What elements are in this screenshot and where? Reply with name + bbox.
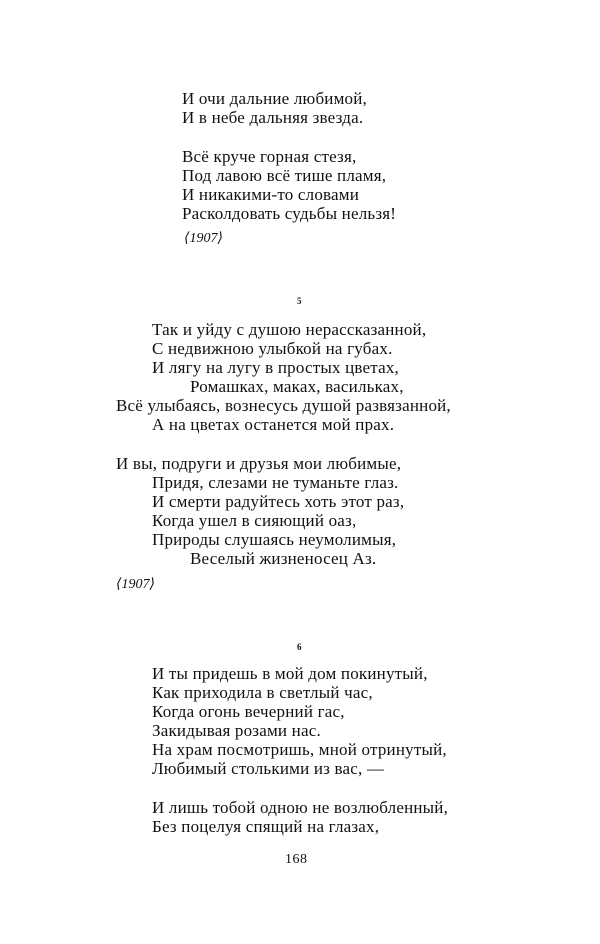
poem-number: 6 (297, 642, 302, 652)
poem-line: И очи дальние любимой, (182, 89, 367, 108)
poem-line: Веселый жизненосец Аз. (190, 549, 377, 568)
poem-line: Ромашках, маках, васильках, (190, 377, 404, 396)
poem-line: Когда огонь вечерний гас, (152, 702, 345, 721)
poem-line: Любимый столькими из вас, — (152, 759, 385, 778)
poem-date: ⟨1907⟩ (184, 231, 223, 246)
poem-line: А на цветах останется мой прах. (152, 415, 395, 434)
poem-line: И в небе дальняя звезда. (182, 108, 364, 127)
poem-line: И лишь тобой одною не возлюбленный, (152, 798, 449, 817)
poem-line: Придя, слезами не туманьте глаз. (152, 473, 399, 492)
poem-line: Природы слушаясь неумолимыя, (152, 530, 397, 549)
poem-line: Как приходила в светлый час, (152, 683, 373, 702)
poem-line: И лягу на лугу в простых цветах, (152, 358, 399, 377)
poem-line: Когда ушел в сияющий оаз, (152, 511, 357, 530)
poem-line: И ты придешь в мой дом покинутый, (152, 664, 428, 683)
poem-line: Расколдовать судьбы нельзя! (182, 204, 397, 223)
poem-line: Без поцелуя спящий на глазах, (152, 817, 380, 836)
poem-number: 5 (297, 296, 302, 306)
poem-line: И смерти радуйтесь хоть этот раз, (152, 492, 405, 511)
poem-line: С недвижною улыбкой на губах. (152, 339, 393, 358)
poem-line: Закидывая розами нас. (152, 721, 321, 740)
poem-line: Под лавою всё тише пламя, (182, 166, 387, 185)
poem-line: Всё улыбаясь, вознесусь душой развязанной, (116, 396, 451, 415)
poem-line: И никакими-то словами (182, 185, 360, 204)
poem-line: И вы, подруги и друзья мои любимые, (116, 454, 402, 473)
poem-date: ⟨1907⟩ (116, 577, 155, 592)
poem-line: Так и уйду с душою нерассказанной, (152, 320, 427, 339)
page-number: 168 (285, 852, 308, 867)
poem-line: На храм посмотришь, мной отринутый, (152, 740, 447, 759)
poem-line: Всё круче горная стезя, (182, 147, 357, 166)
